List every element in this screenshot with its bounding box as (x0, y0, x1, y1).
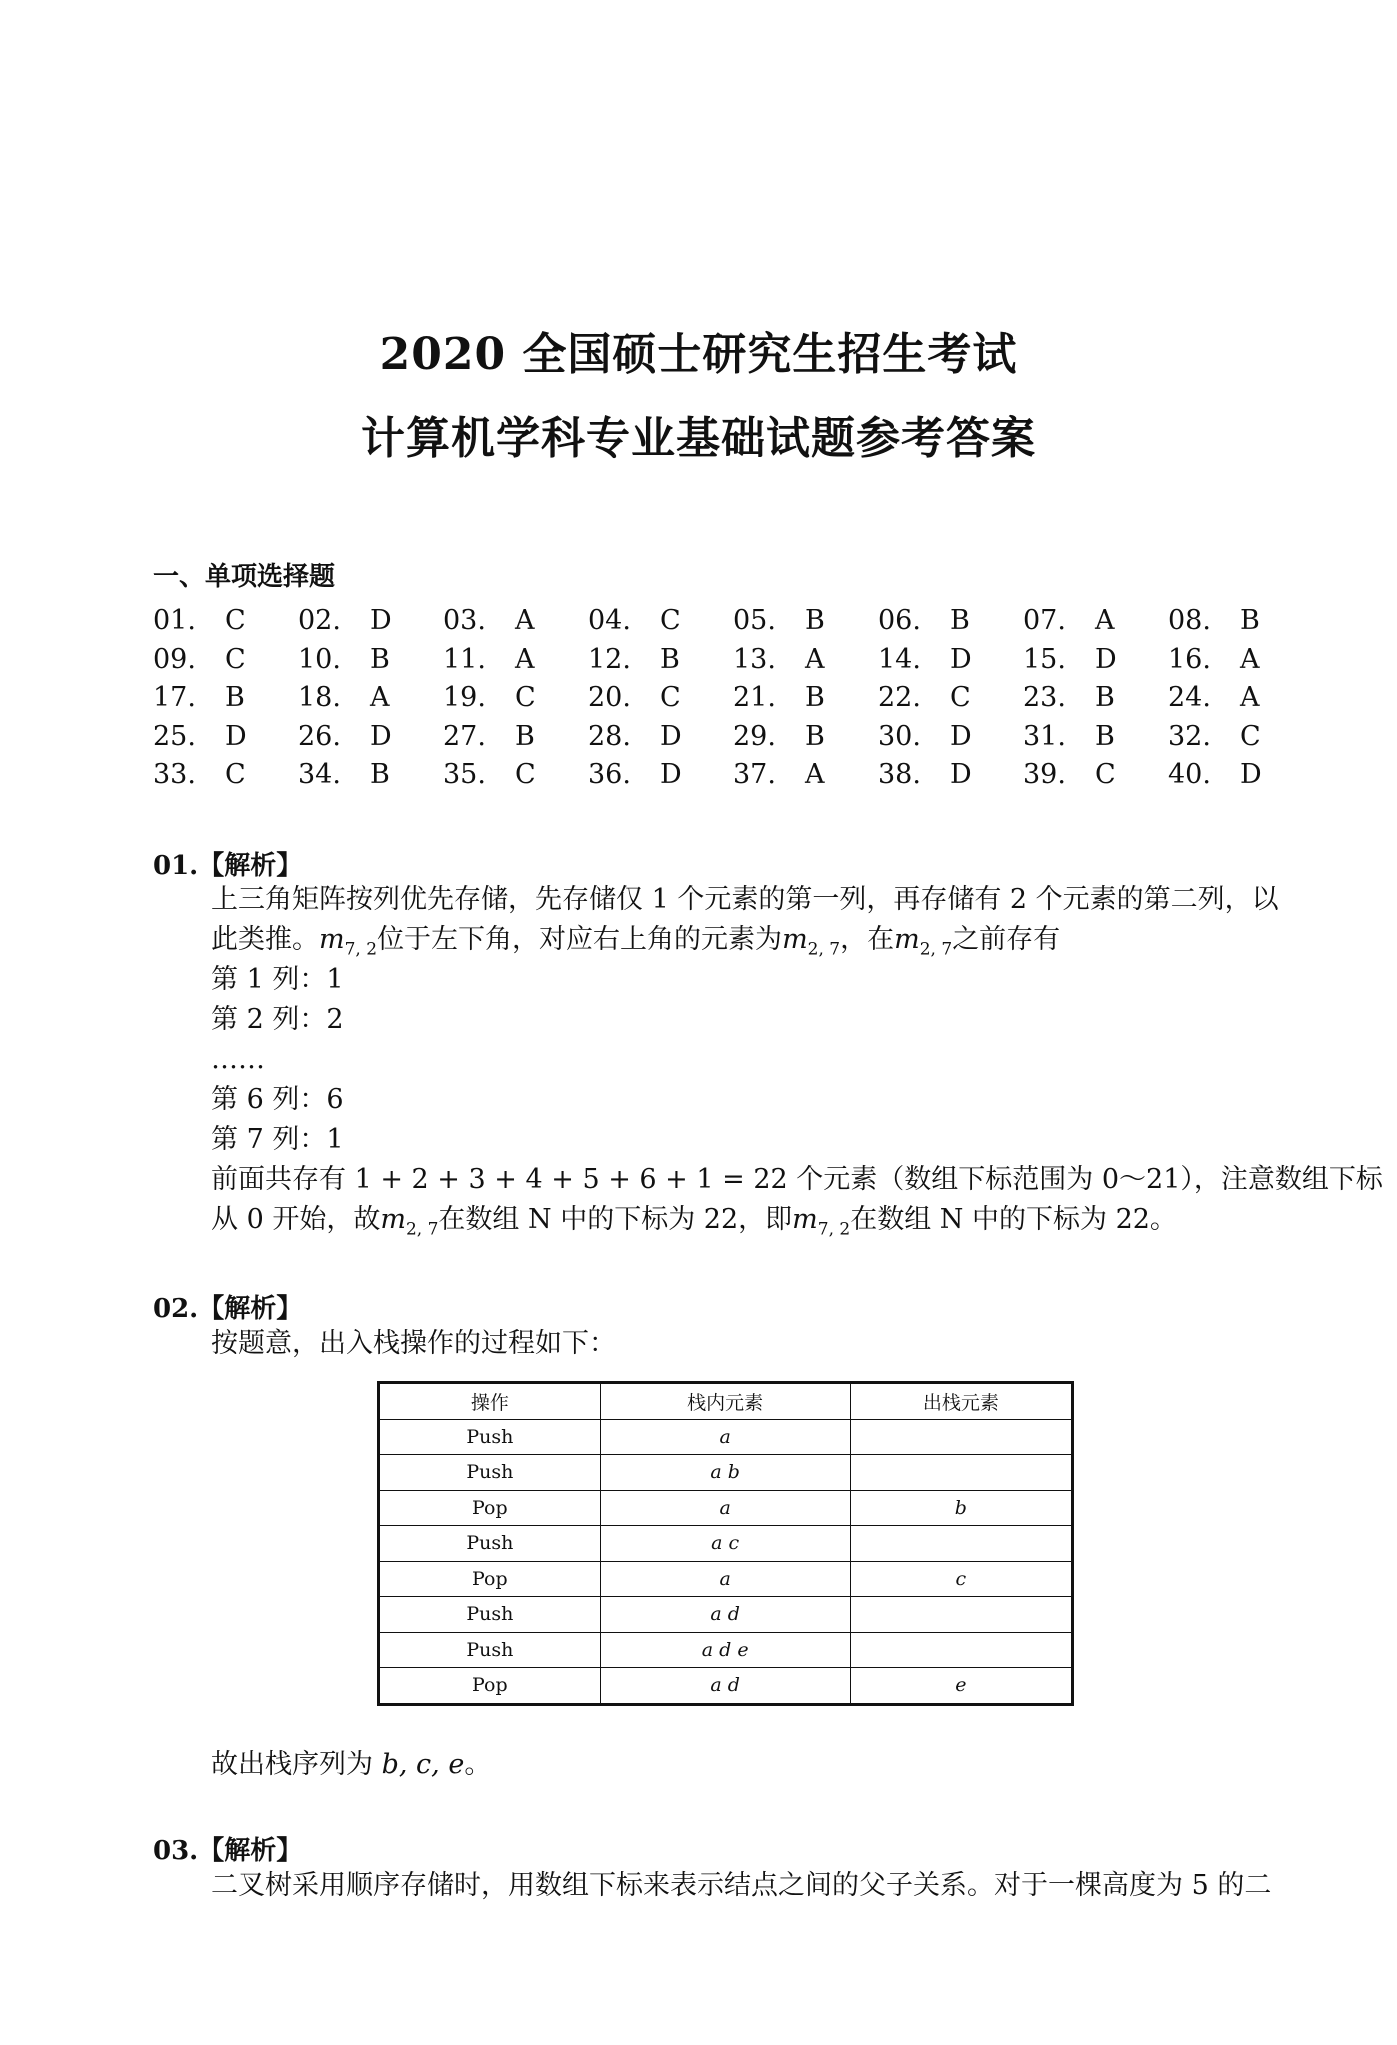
table-cell: e (850, 1668, 1072, 1705)
answer-item (153, 682, 265, 713)
answer-item (878, 605, 990, 636)
answer-number: 37. (733, 759, 776, 790)
table-cell: b (850, 1490, 1072, 1526)
answer-number: 26. (298, 720, 341, 752)
answer-item (878, 682, 990, 713)
answer-item (153, 759, 265, 790)
table-row (379, 1668, 1073, 1705)
answer-letter: D (950, 643, 972, 675)
answer-letter: C (1095, 759, 1116, 790)
answer-item (153, 605, 265, 636)
answer-row (153, 605, 1293, 644)
answer-number: 16. (1168, 643, 1211, 675)
answer-number: 06. (878, 605, 921, 636)
answer-item (878, 721, 990, 752)
answer-letter: D (950, 720, 972, 752)
answer-letter: A (515, 605, 535, 636)
answer-number: 34. (298, 759, 341, 790)
math-m27: $m_{2, 7}$ (894, 924, 953, 960)
answer-number: 21. (733, 682, 776, 713)
table-row (379, 1490, 1073, 1526)
table-cell: c (850, 1561, 1072, 1597)
table-header-cell: 栈内元素 (600, 1383, 850, 1420)
answer-number: 05. (733, 605, 776, 636)
answer-letter: B (805, 682, 825, 713)
q03-heading: 03.【解析】 (153, 1836, 303, 1866)
math-m72: $m_{7, 2}$ (319, 924, 378, 960)
math-m72: $m_{7, 2}$ (792, 1204, 851, 1240)
stack-operations-table (377, 1381, 1074, 1706)
answer-letter: B (660, 643, 680, 675)
answer-letter: C (1240, 720, 1261, 752)
answer-item (588, 759, 700, 790)
answer-item (443, 721, 555, 752)
table-cell: a d e (600, 1632, 850, 1668)
answer-letter: C (225, 643, 246, 675)
answer-number: 23. (1023, 682, 1066, 713)
q01-line2: 此类推。$m_{7, 2}$位于左下角，对应右上角的元素为$m_{2, 7}$，在$m_{2, 7}$之前存有 (211, 924, 1061, 960)
answer-number: 13. (733, 643, 776, 675)
table-cell: a c (600, 1526, 850, 1562)
q01-col2: 第 2 列：2 (211, 1004, 344, 1035)
answer-item (1168, 682, 1280, 713)
q01-sum-line: 前面共存有 1 + 2 + 3 + 4 + 5 + 6 + 1 = 22 个元素（数组下标范围为 0～21），注意数组下标 (211, 1164, 1383, 1195)
table-header-row (379, 1383, 1073, 1420)
answer-letter: B (805, 720, 825, 752)
table-cell (850, 1419, 1072, 1455)
answer-item (1023, 605, 1135, 636)
answer-number: 27. (443, 720, 486, 752)
answer-item (733, 605, 845, 636)
answer-number: 10. (298, 643, 341, 675)
answer-item (443, 682, 555, 713)
answer-number: 08. (1168, 605, 1211, 636)
answer-item (443, 605, 555, 636)
answer-item (443, 644, 555, 675)
table-cell: Pop (379, 1561, 601, 1597)
answer-item (298, 682, 410, 713)
answer-letter: C (950, 682, 971, 713)
table-cell: Push (379, 1419, 601, 1455)
answer-letter: B (1095, 720, 1115, 752)
answer-number: 17. (153, 682, 196, 713)
table-cell: Push (379, 1597, 601, 1633)
answer-number: 36. (588, 759, 631, 790)
q02-conclusion: 故出栈序列为 b, c, e。 (211, 1749, 492, 1780)
q01-explanation (211, 880, 1383, 1240)
answer-letter: B (225, 682, 245, 713)
answer-item (588, 605, 700, 636)
answer-number: 24. (1168, 682, 1211, 713)
answer-number: 22. (878, 682, 921, 713)
answer-item (153, 721, 265, 752)
answer-number: 29. (733, 720, 776, 752)
answer-number: 38. (878, 759, 921, 790)
math-m27: $m_{2, 7}$ (380, 1204, 439, 1240)
answer-letter: A (1240, 682, 1260, 713)
table-cell: a (600, 1561, 850, 1597)
answer-item (588, 721, 700, 752)
table-row (379, 1597, 1073, 1633)
q01-dots: …… (211, 1044, 265, 1075)
answer-number: 03. (443, 605, 486, 636)
table-cell: a b (600, 1455, 850, 1491)
table-cell: a (600, 1419, 850, 1455)
answer-number: 07. (1023, 605, 1066, 636)
answer-number: 15. (1023, 643, 1066, 675)
table-cell: Push (379, 1455, 601, 1491)
table-row (379, 1526, 1073, 1562)
answer-item (1168, 605, 1280, 636)
answer-letter: B (370, 759, 390, 790)
answer-item (1023, 759, 1135, 790)
answer-letter: B (370, 643, 390, 675)
answer-letter: D (225, 720, 247, 752)
table-cell (850, 1455, 1072, 1491)
table-cell: Push (379, 1526, 601, 1562)
answer-item (878, 759, 990, 790)
q03-explanation: 二叉树采用顺序存储时，用数组下标来表示结点之间的父子关系。对于一棵高度为 5 的二 (211, 1870, 1272, 1901)
answer-item (878, 644, 990, 675)
answer-item (733, 759, 845, 790)
table-header-cell: 操作 (379, 1383, 601, 1420)
q01-col1: 第 1 列：1 (211, 964, 344, 995)
answer-letter: D (950, 759, 972, 790)
answer-number: 20. (588, 682, 631, 713)
answer-letter: B (515, 720, 535, 752)
table-cell (850, 1632, 1072, 1668)
answer-item (588, 644, 700, 675)
answer-number: 40. (1168, 759, 1211, 790)
table-cell: a d (600, 1668, 850, 1705)
answer-number: 25. (153, 720, 196, 752)
answer-letter: C (225, 759, 246, 790)
answer-row (153, 682, 1293, 721)
answer-item (1023, 721, 1135, 752)
answer-letter: A (515, 643, 535, 675)
answer-item (733, 644, 845, 675)
answer-letter: C (660, 682, 681, 713)
q01-heading: 01.【解析】 (153, 851, 303, 881)
answer-item (733, 682, 845, 713)
answer-letter: B (1240, 605, 1260, 636)
answer-item (153, 644, 265, 675)
answer-number: 01. (153, 605, 196, 636)
answer-letter: C (515, 759, 536, 790)
page-title-line1: 2020 全国硕士研究生招生考试 (379, 329, 1018, 380)
answer-letter: C (225, 605, 246, 636)
section-heading-single-choice: 一、单项选择题 (153, 562, 336, 592)
answer-row (153, 759, 1293, 798)
answer-letter: B (805, 605, 825, 636)
q02-heading: 02.【解析】 (153, 1294, 303, 1324)
answer-item (298, 605, 410, 636)
answer-item (298, 644, 410, 675)
answer-letter: A (805, 759, 825, 790)
answer-number: 11. (443, 643, 486, 675)
answer-item (298, 721, 410, 752)
table-row (379, 1632, 1073, 1668)
answer-letter: C (660, 605, 681, 636)
answer-letter: A (1240, 643, 1260, 675)
table-cell: a d (600, 1597, 850, 1633)
answer-item (1168, 759, 1280, 790)
table-cell: Push (379, 1632, 601, 1668)
answer-number: 14. (878, 643, 921, 675)
answer-letter: B (950, 605, 970, 636)
answer-number: 30. (878, 720, 921, 752)
answer-letter: D (660, 720, 682, 752)
answer-item (1023, 682, 1135, 713)
table-row (379, 1455, 1073, 1491)
table-cell (850, 1597, 1072, 1633)
answer-number: 02. (298, 605, 341, 636)
answer-number: 18. (298, 682, 341, 713)
answer-item (443, 759, 555, 790)
answer-number: 32. (1168, 720, 1211, 752)
table-cell: a (600, 1490, 850, 1526)
table-cell (850, 1526, 1072, 1562)
page-title-line2: 计算机学科专业基础试题参考答案 (361, 413, 1036, 464)
answer-row (153, 644, 1293, 683)
answer-row (153, 721, 1293, 760)
answer-number: 33. (153, 759, 196, 790)
answer-number: 09. (153, 643, 196, 675)
q01-col7: 第 7 列：1 (211, 1124, 344, 1155)
answer-number: 28. (588, 720, 631, 752)
q02-intro: 按题意，出入栈操作的过程如下： (211, 1328, 616, 1359)
answer-letter: D (370, 720, 392, 752)
q01-col6: 第 6 列：6 (211, 1084, 344, 1115)
table-cell: Pop (379, 1668, 601, 1705)
answer-item (1168, 721, 1280, 752)
answer-letter: D (660, 759, 682, 790)
answer-letter: A (370, 682, 390, 713)
answer-letter: D (370, 605, 392, 636)
table-row (379, 1419, 1073, 1455)
q01-last-line: 从 0 开始，故$m_{2, 7}$在数组 N 中的下标为 22，即$m_{7, 2}$在数组 N 中的下标为 22。 (211, 1204, 1177, 1240)
answer-letter: A (805, 643, 825, 675)
answer-number: 04. (588, 605, 631, 636)
answer-letter: A (1095, 605, 1115, 636)
answer-number: 35. (443, 759, 486, 790)
answer-item (1023, 644, 1135, 675)
answer-letter: D (1095, 643, 1117, 675)
answer-number: 12. (588, 643, 631, 675)
math-m27: $m_{2, 7}$ (782, 924, 841, 960)
answer-item (733, 721, 845, 752)
table-header-cell: 出栈元素 (850, 1383, 1072, 1420)
answer-number: 39. (1023, 759, 1066, 790)
answer-letter: B (1095, 682, 1115, 713)
answer-number: 31. (1023, 720, 1066, 752)
table-cell: Pop (379, 1490, 601, 1526)
answer-item (588, 682, 700, 713)
answer-letter: C (515, 682, 536, 713)
answer-number: 19. (443, 682, 486, 713)
table-row (379, 1561, 1073, 1597)
answer-item (298, 759, 410, 790)
q01-line1: 上三角矩阵按列优先存储，先存储仅 1 个元素的第一列，再存储有 2 个元素的第二列，以 (211, 884, 1279, 915)
answer-letter: D (1240, 759, 1262, 790)
answer-item (1168, 644, 1280, 675)
answer-key-grid (153, 605, 1293, 798)
